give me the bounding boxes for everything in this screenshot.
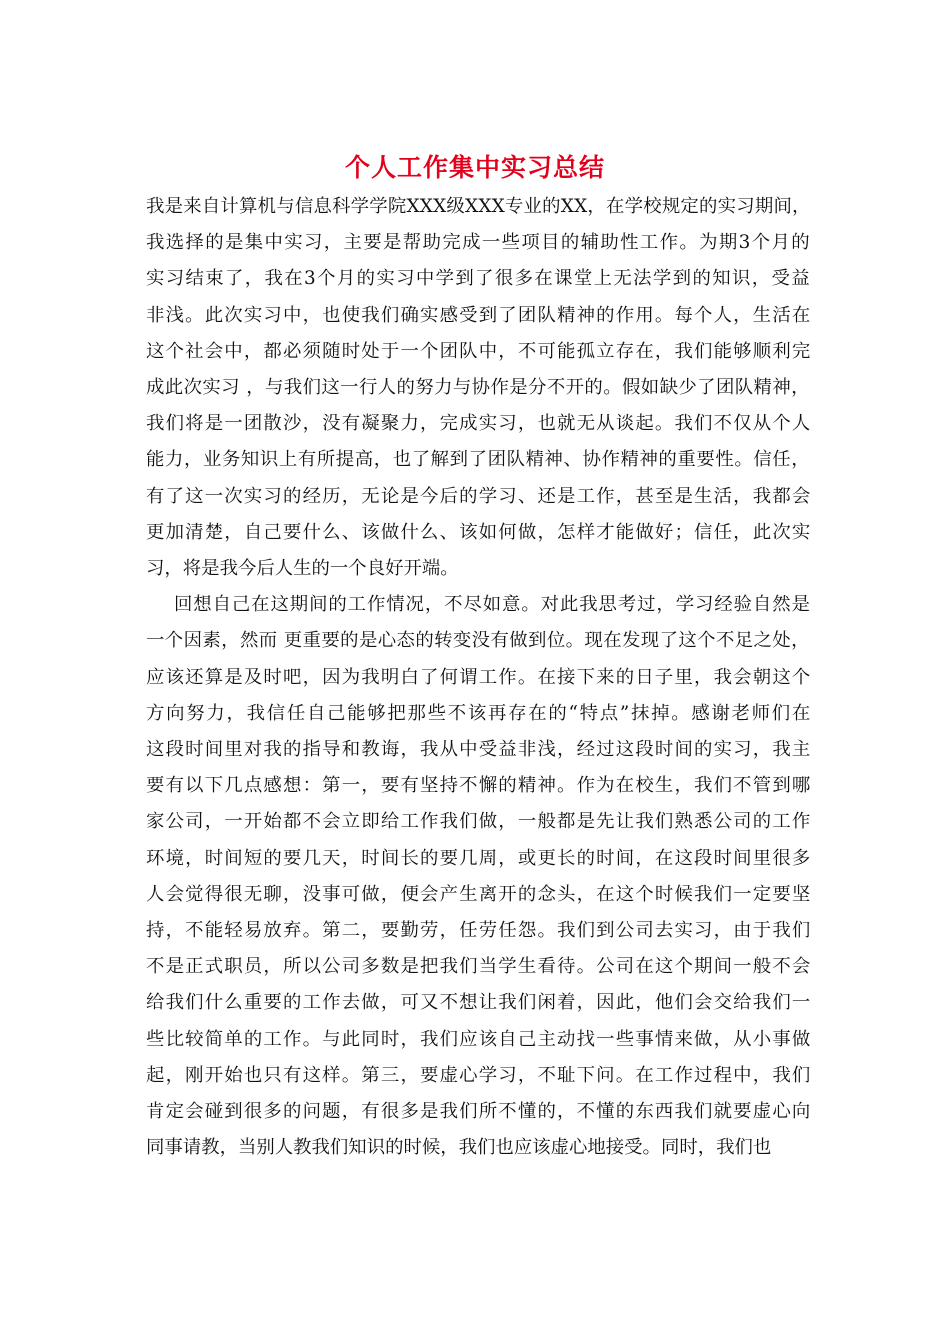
body-text-line: 能力，业务知识上有所提高，也了解到了团队精神、协作精神的重要性。信任， <box>146 449 811 471</box>
body-text-line: 有了这一次实习的经历，无论是今后的学习、还是工作，甚至是生活，我都会 <box>146 485 812 507</box>
body-text-line: 这个社会中，都必须随时处于一个团队中，不可能孤立存在，我们能够顺利完 <box>146 340 812 362</box>
body-text-line: 更加清楚，自己要什么、该做什么、该如何做，怎样才能做好；信任，此次实 <box>146 521 812 543</box>
body-text-line: 同事请教，当别人教我们知识的时候，我们也应该虚心地接受。同时，我们也 <box>146 1137 772 1159</box>
body-text-line: 我是来自计算机与信息科学学院XXX级XXX专业的XX，在学校规定的实习期间， <box>146 196 811 217</box>
body-text-line: 持，不能轻易放弃。第二，要勤劳，任劳任怨。我们到公司去实习，由于我们 <box>146 920 812 941</box>
body-text-line: 实习结束了，我在3个月的实习中学到了很多在课堂上无法学到的知识，受益 <box>146 268 811 290</box>
body-text-line: 要有以下几点感想：第一，要有坚持不懈的精神。作为在校生，我们不管到哪 <box>146 775 812 797</box>
body-text-line: 回想自己在这期间的工作情况，不尽如意。对此我思考过，学习经验自然是 <box>174 594 811 616</box>
body-text-line: 人会觉得很无聊，没事可做，便会产生离开的念头，在这个时候我们一定要坚 <box>146 883 812 905</box>
body-text-line: 给我们什么重要的工作去做，可又不想让我们闲着，因此，他们会交给我们一 <box>146 992 812 1014</box>
body-text-line: 这段时间里对我的指导和教诲，我从中受益非浅，经过这段时间的实习，我主 <box>146 739 812 760</box>
body-text-line: 些比较简单的工作。与此同时，我们应该自己主动找一些事情来做，从小事做 <box>146 1028 812 1050</box>
body-text-line: 家公司，一开始都不会立即给工作我们做，一般都是先让我们熟悉公司的工作 <box>146 811 812 833</box>
body-text-line: 不是正式职员，所以公司多数是把我们当学生看待。公司在这个期间一般不会 <box>146 956 812 978</box>
body-text-line: 肯定会碰到很多的问题，有很多是我们所不懂的，不懂的东西我们就要虚心向 <box>146 1101 812 1122</box>
body-text-line: 我们将是一团散沙，没有凝聚力，完成实习，也就无从谈起。我们不仅从个人 <box>146 413 812 435</box>
body-text-line: 应该还算是及时吧，因为我明白了何谓工作。在接下来的日子里，我会朝这个 <box>146 666 812 688</box>
body-text-line: 方向努力，我信任自己能够把那些不该再存在的“特点”抹掉。感谢老师们在 <box>146 702 813 724</box>
body-text-line: 一个因素，然而 更重要的是心态的转变没有做到位。现在发现了这个不足之处， <box>146 630 810 652</box>
body-text-line: 起，刚开始也只有这样。第三，要虚心学习，不耻下问。在工作过程中，我们 <box>146 1064 812 1086</box>
body-text-line: 成此次实习 ，与我们这一行人的努力与协作是分不开的。假如缺少了团队精神， <box>146 377 810 398</box>
document-title: 个人工作集中实习总结 <box>344 153 605 182</box>
body-text-line: 我选择的是集中实习，主要是帮助完成一些项目的辅助性工作。为期3个月的 <box>146 232 811 254</box>
body-text-line: 习，将是我今后人生的一个良好开端。 <box>146 558 459 579</box>
body-text-line: 环境，时间短的要几天，时间长的要几周，或更长的时间，在这段时间里很多 <box>146 847 812 869</box>
body-text-line: 非浅。此次实习中，也使我们确实感受到了团队精神的作用。每个人，生活在 <box>146 304 812 326</box>
